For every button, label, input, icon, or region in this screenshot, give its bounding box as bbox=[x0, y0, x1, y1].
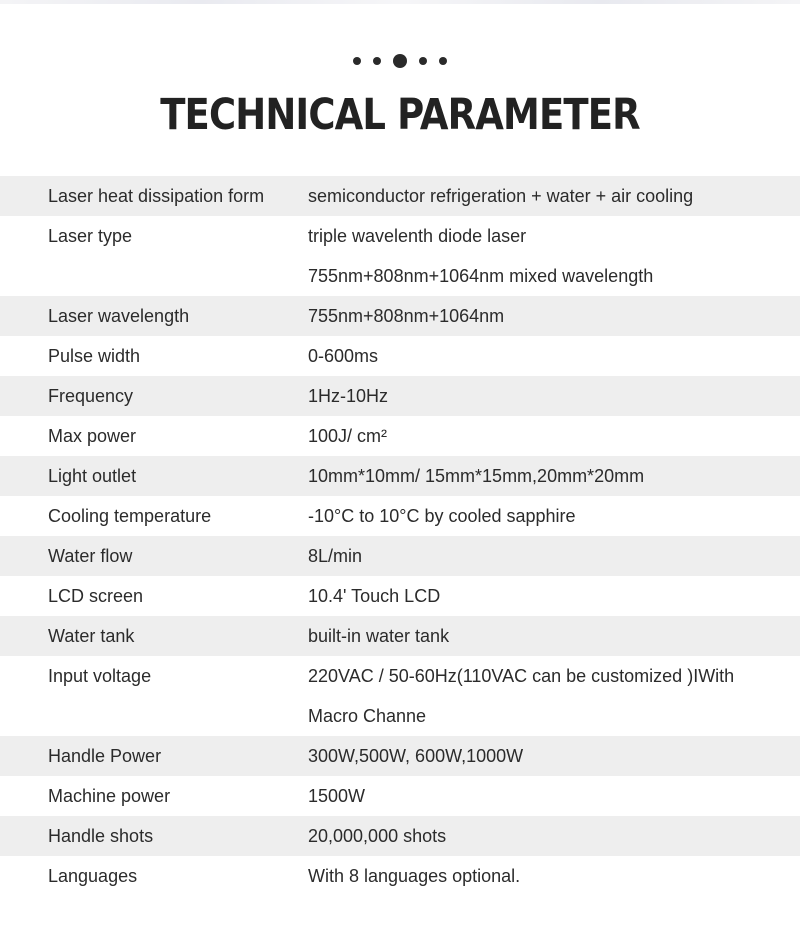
parameter-value bbox=[308, 336, 800, 376]
parameter-label: Handle shots bbox=[48, 826, 154, 846]
parameter-value-line: 1500W bbox=[308, 786, 366, 806]
parameter-row bbox=[0, 496, 800, 536]
parameter-row bbox=[0, 576, 800, 616]
parameter-value bbox=[308, 456, 800, 496]
parameter-label: Laser wavelength bbox=[48, 306, 190, 326]
parameter-value bbox=[308, 536, 800, 576]
parameter-value-line: built-in water tank bbox=[308, 626, 450, 646]
parameter-value-line: 10.4' Touch LCD bbox=[308, 586, 441, 606]
parameter-row bbox=[0, 616, 800, 656]
parameter-value bbox=[308, 176, 800, 216]
parameter-value-line: 10mm*10mm/ 15mm*15mm,20mm*20mm bbox=[308, 466, 645, 486]
parameter-row bbox=[0, 816, 800, 856]
parameter-value-line: 0-600ms bbox=[308, 346, 379, 366]
parameter-label: Machine power bbox=[48, 786, 171, 806]
parameter-label: Frequency bbox=[48, 386, 134, 406]
dot-icon bbox=[373, 57, 381, 65]
parameter-label: Languages bbox=[48, 866, 138, 886]
parameter-row bbox=[0, 456, 800, 496]
parameter-row bbox=[0, 776, 800, 816]
parameter-value bbox=[308, 776, 800, 816]
parameter-label: LCD screen bbox=[48, 586, 144, 606]
parameter-value-line: -10°C to 10°C by cooled sapphire bbox=[308, 506, 576, 526]
parameter-value bbox=[308, 816, 800, 856]
parameter-value-line: 755nm+808nm+1064nm mixed wavelength bbox=[308, 266, 654, 286]
parameter-value bbox=[308, 496, 800, 536]
parameter-value bbox=[308, 736, 800, 776]
parameter-row bbox=[0, 336, 800, 376]
parameter-value-line: 220VAC / 50-60Hz(110VAC can be customized )IWith bbox=[308, 666, 735, 686]
dot-icon bbox=[353, 57, 361, 65]
dot-icon bbox=[439, 57, 447, 65]
parameter-label: Max power bbox=[48, 426, 137, 446]
parameter-value-line: 300W,500W, 600W,1000W bbox=[308, 746, 524, 766]
page-title: TECHNICAL PARAMETER bbox=[160, 90, 640, 140]
parameter-value bbox=[308, 216, 800, 296]
parameter-row bbox=[0, 416, 800, 456]
dots-decoration bbox=[0, 54, 800, 68]
parameter-value bbox=[308, 656, 800, 736]
parameter-value-line: 1Hz-10Hz bbox=[308, 386, 389, 406]
parameter-label: Handle Power bbox=[48, 746, 162, 766]
parameter-value-line: 755nm+808nm+1064nm bbox=[308, 306, 505, 326]
parameter-row bbox=[0, 656, 800, 736]
parameter-label: Cooling temperature bbox=[48, 506, 212, 526]
parameter-row bbox=[0, 176, 800, 216]
parameter-label: Water tank bbox=[48, 626, 135, 646]
parameter-value-line: 20,000,000 shots bbox=[308, 826, 447, 846]
parameter-row bbox=[0, 296, 800, 336]
parameter-row bbox=[0, 856, 800, 896]
parameter-value-line: 8L/min bbox=[308, 546, 363, 566]
parameter-value bbox=[308, 416, 800, 456]
parameter-label: Pulse width bbox=[48, 346, 141, 366]
parameter-label: Laser heat dissipation form bbox=[48, 186, 265, 206]
parameter-value bbox=[308, 376, 800, 416]
parameter-value bbox=[308, 576, 800, 616]
parameter-label: Water flow bbox=[48, 546, 133, 566]
parameter-value-line: With 8 languages optional. bbox=[308, 866, 521, 886]
parameter-label: Input voltage bbox=[48, 666, 152, 686]
parameter-value bbox=[308, 616, 800, 656]
parameter-row bbox=[0, 216, 800, 296]
dot-icon bbox=[419, 57, 427, 65]
parameter-value-line: 100J/ cm² bbox=[308, 426, 388, 446]
top-decorative-strip bbox=[0, 0, 800, 4]
parameter-table bbox=[0, 176, 800, 896]
parameter-value bbox=[308, 296, 800, 336]
parameter-value-line: triple wavelenth diode laser bbox=[308, 226, 527, 246]
parameter-label: Laser type bbox=[48, 226, 133, 246]
parameter-label: Light outlet bbox=[48, 466, 137, 486]
parameter-value-line: Macro Channe bbox=[308, 706, 427, 726]
parameter-row bbox=[0, 536, 800, 576]
parameter-value bbox=[308, 856, 800, 896]
parameter-value-line: semiconductor refrigeration + water + air cooling bbox=[308, 186, 694, 206]
parameter-row bbox=[0, 376, 800, 416]
dot-icon bbox=[393, 54, 407, 68]
parameter-row bbox=[0, 736, 800, 776]
